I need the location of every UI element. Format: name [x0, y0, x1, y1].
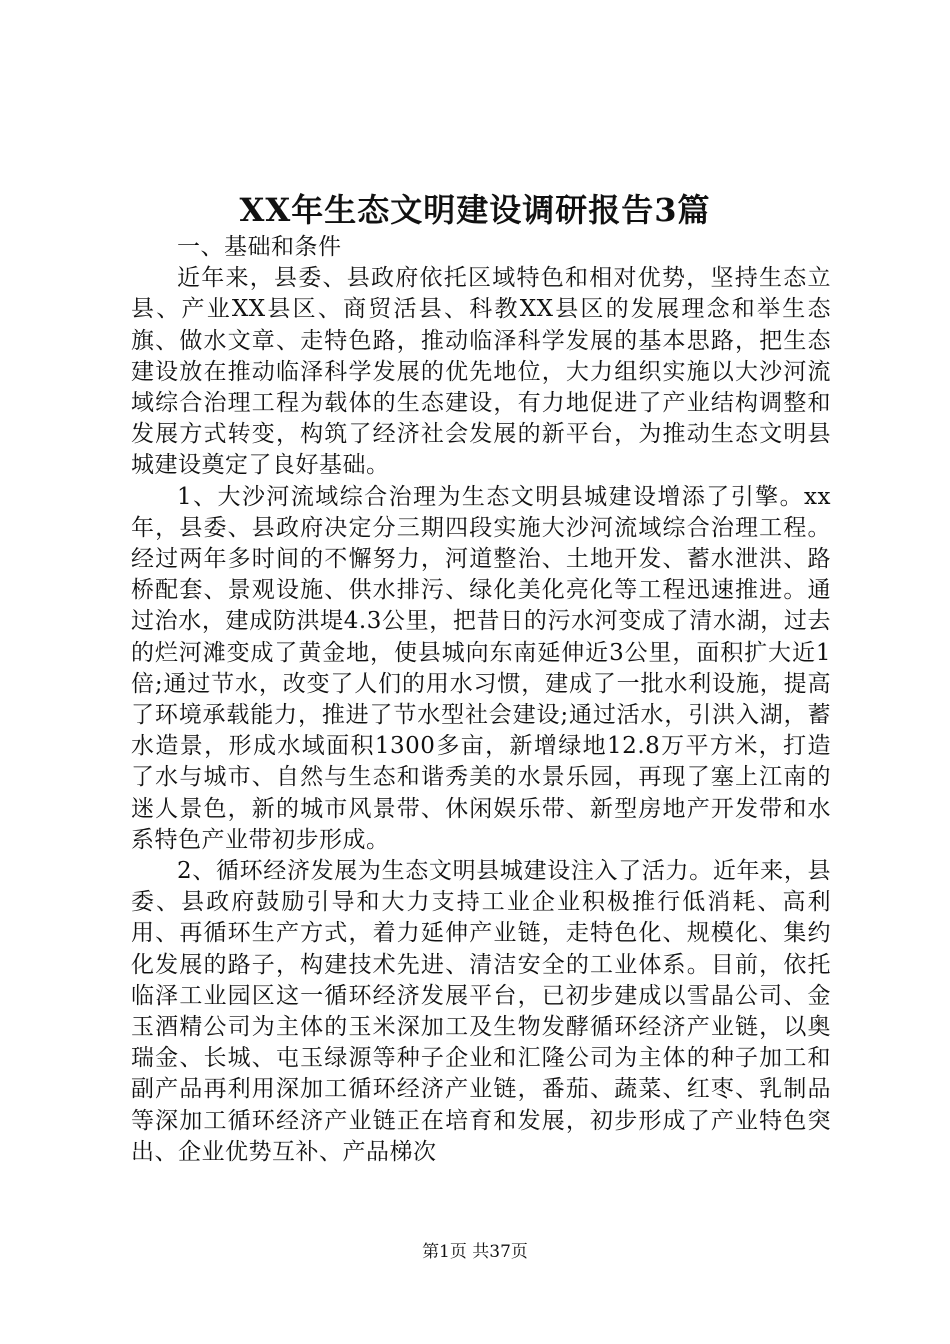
page-footer: 第1页 共37页	[422, 1242, 528, 1262]
document-title: XX年生态文明建设调研报告3篇	[239, 191, 711, 229]
document-body	[131, 232, 831, 1168]
paragraph-intro: 近年来，县委、县政府依托区域特色和相对优势，坚持生态立县、产业XX县区、商贸活县、科教XX县区的发展理念和举生态旗、做水文章、走特色路，推动临泽科学发展的基本思路，把生态建设放在推动临泽科学发展的优先地位，大力组织实施以大沙河流域综合治理工程为载体的生态建设，有力地促进了产业结构调整和发展方式转变，构筑了经济社会发展的新平台，为推动生态文明县城建设奠定了良好基础。	[131, 265, 831, 479]
section-heading: 一、基础和条件	[177, 234, 342, 260]
paragraph-item-2: 2、循环经济发展为生态文明县城建设注入了活力。近年来，县委、县政府鼓励引导和大力支持工业企业积极推行低消耗、高利用、再循环生产方式，着力延伸产业链，走特色化、规模化、集约化发展的路子，构建技术先进、清洁安全的工业体系。目前，依托临泽工业园区这一循环经济发展平台，已初步建成以雪晶公司、金玉酒精公司为主体的玉米深加工及生物发酵循环经济产业链，以奥瑞金、长城、屯玉绿源等种子企业和汇隆公司为主体的种子加工和副产品再利用深加工循环经济产业链，番茄、蔬菜、红枣、乳制品等深加工循环经济产业链正在培育和发展，初步形成了产业特色突出、企业优势互补、产品梯次	[131, 858, 831, 1165]
paragraph-item-1: 1、大沙河流域综合治理为生态文明县城建设增添了引擎。xx年，县委、县政府决定分三期四段实施大沙河流域综合治理工程。经过两年多时间的不懈努力，河道整治、土地开发、蓄水泄洪、路桥配套、景观设施、供水排污、绿化美化亮化等工程迅速推进。通过治水，建成防洪堤4.3公里，把昔日的污水河变成了清水湖，过去的烂河滩变成了黄金地，使县城向东南延伸近3公里，面积扩大近1倍;通过节水，改变了人们的用水习惯，建成了一批水利设施，提高了环境承载能力，推进了节水型社会建设;通过活水，引洪入湖，蓄水造景，形成水域面积1300多亩，新增绿地12.8万平方米，打造了水与城市、自然与生态和谐秀美的水景乐园，再现了塞上江南的迷人景色，新的城市风景带、休闲娱乐带、新型房地产开发带和水系特色产业带初步形成。	[131, 483, 831, 853]
